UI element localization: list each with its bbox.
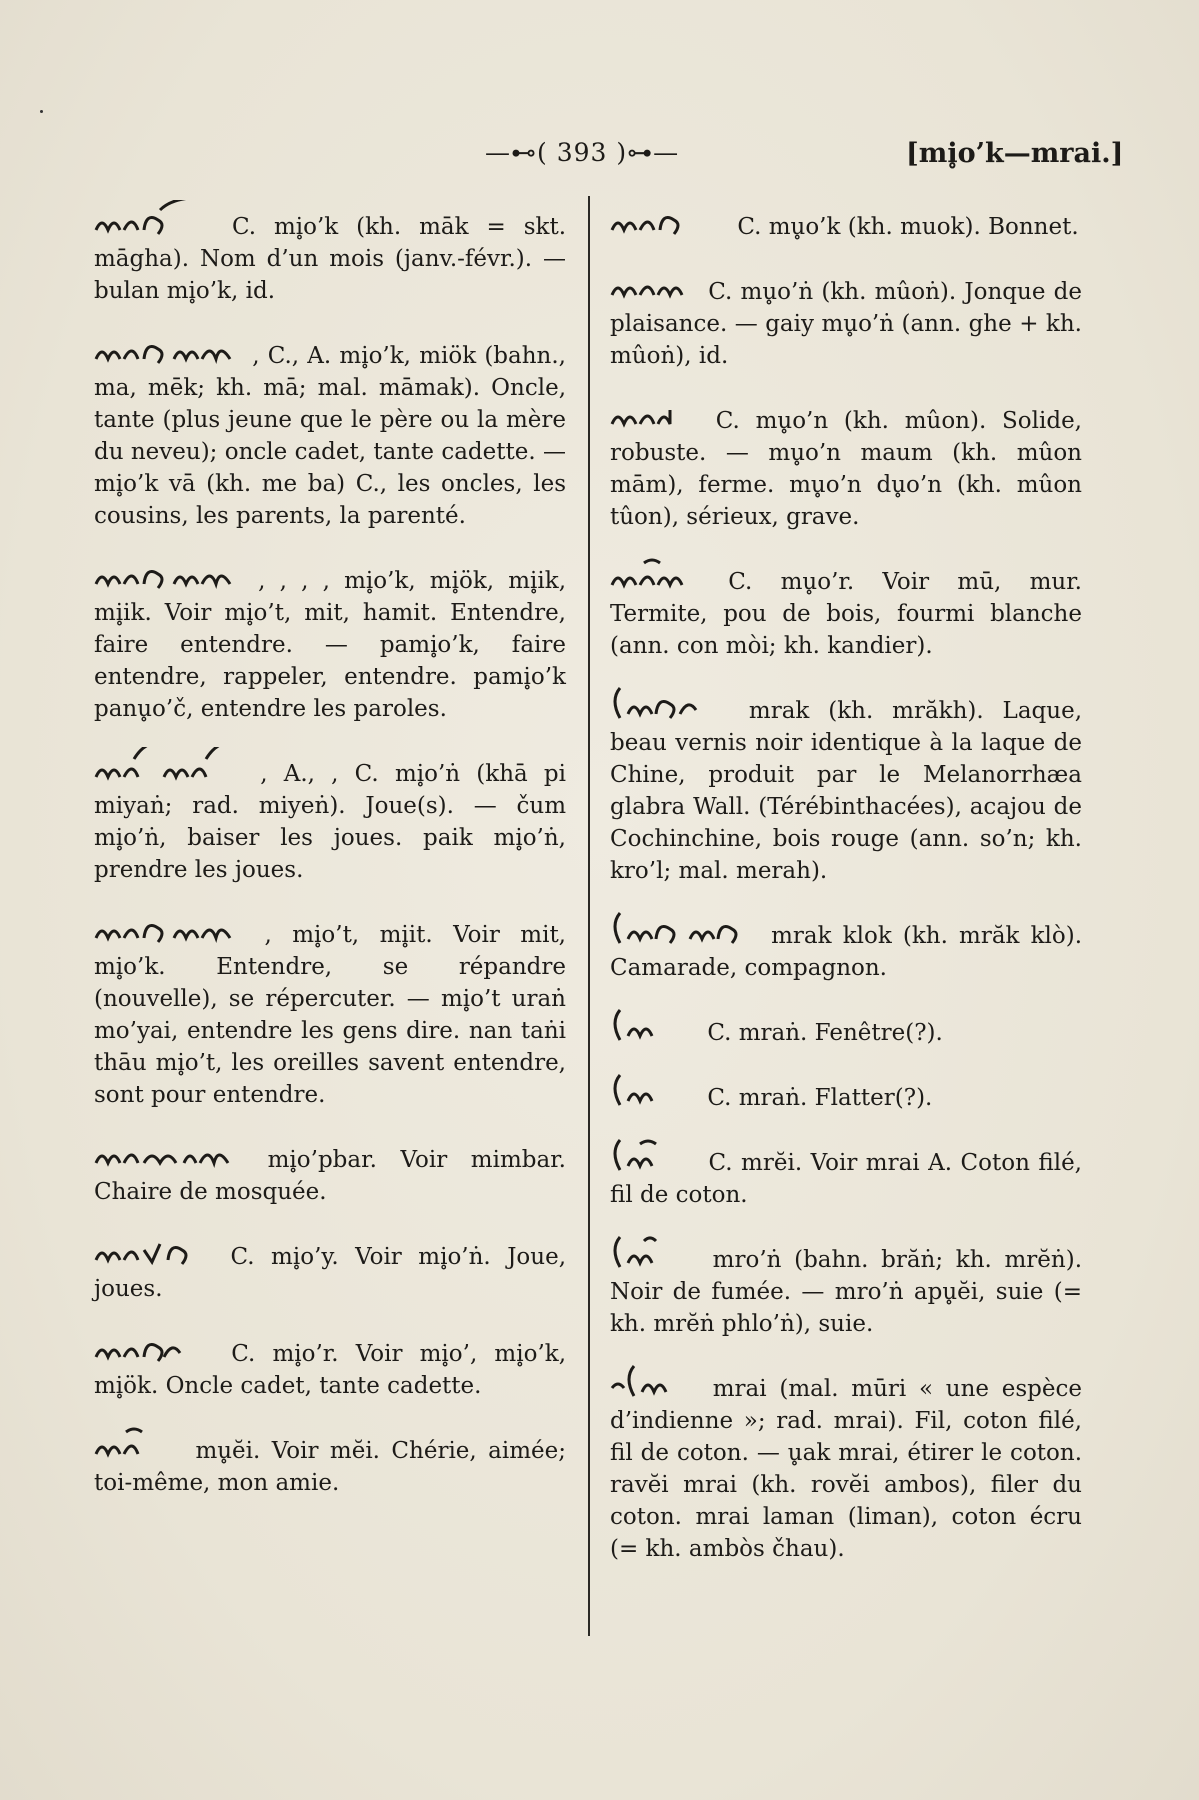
dictionary-entry xyxy=(94,1133,566,1208)
page-speck xyxy=(40,110,43,113)
dictionary-entry xyxy=(610,1136,1082,1211)
dictionary-entry xyxy=(610,200,1082,243)
cham-script-glyph xyxy=(610,909,750,949)
cham-script-glyph xyxy=(610,684,720,724)
entry-text: mro’ṅ (bahn. brăṅ; kh. mrĕṅ). Noir de fumée. — mro’ṅ apu̥ĕi, suie (= kh. mrĕṅ phlo’ṅ), suie. xyxy=(610,1247,1083,1337)
dictionary-entry xyxy=(94,554,566,725)
cham-script-glyph xyxy=(94,1230,204,1270)
page-header xyxy=(0,138,1199,178)
entry-text: , , , , mi̥o’k, mi̥ök, mi̥ik, mi̥ik. Voir mi̥o’t, mit, hamit. Entendre, faire entendre. — pami̥o’k, faire entendre, rappeler, entendre. pami̥o’k panu̥o’č, entendre les paroles. xyxy=(94,568,567,722)
entry-text: C. mi̥o’y. Voir mi̥o’ṅ. Joue, joues. xyxy=(94,1244,567,1302)
dictionary-entry xyxy=(94,329,566,532)
running-head: [mi̥o’k—mrai.] xyxy=(906,138,1124,169)
entry-text: C. mu̥o’k (kh. muok). Bonnet. xyxy=(737,214,1079,240)
cham-script-glyph xyxy=(610,1071,690,1111)
entry-text: C. mu̥o’n (kh. mûon). Solide, robuste. — mu̥o’n maum (kh. mûon mām), ferme. mu̥o’n du̥o’n (kh. mûon tûon), sérieux, grave. xyxy=(610,408,1082,530)
dictionary-entry xyxy=(94,1327,566,1402)
dictionary-entry xyxy=(610,684,1082,887)
entry-text: , C., A. mi̥o’k, miök (bahn., ma, mēk; kh. mā; mal. māmak). Oncle, tante (plus jeune que le père ou la mère du neveu); oncle cadet, tante cadette. — mi̥o’k vā (kh. me ba) C., les oncles, les cousins, les parents, la parenté. xyxy=(94,343,566,529)
column-divider xyxy=(588,196,590,1636)
dictionary-entry xyxy=(610,1006,1082,1049)
entry-text: C. mu̥o’ṅ (kh. mûoṅ). Jonque de plaisance. — gaiy mu̥o’ṅ (ann. ghe + kh. mûoṅ), id. xyxy=(610,279,1083,369)
entry-text: mrak (kh. mrăkh). Laque, beau vernis noir identique à la laque de Chine, produit par le Melanorrhæa glabra Wall. (Térébinthacées), acajou de Cochinchine, bois rouge (ann. so’n; kh. kro’l; mal. merah). xyxy=(610,698,1083,884)
cham-script-glyph xyxy=(610,1362,690,1402)
dictionary-entry xyxy=(94,747,566,886)
cham-script-glyph xyxy=(610,1233,690,1273)
cham-script-glyph xyxy=(94,747,234,787)
entry-text: mrai (mal. mūri « une espèce d’indienne »; rad. mrai). Fil, coton filé, fil de coton. — u̥ak mrai, étirer le coton. ravĕi mrai (kh. rovĕi ambos), filer du coton. mrai laman (liman), coton écru (= kh. ambòs čhau). xyxy=(610,1376,1082,1562)
cham-script-glyph xyxy=(610,1006,690,1046)
cham-script-glyph xyxy=(94,1424,174,1464)
entry-text: C. mrĕi. Voir mrai A. Coton filé, fil de coton. xyxy=(610,1150,1082,1208)
entry-text: , A., , C. mi̥o’ṅ (khā pi miyaṅ; rad. miyeṅ). Joue(s). — čum mi̥o’ṅ, baiser les joues. paik mi̥o’ṅ, prendre les joues. xyxy=(94,761,566,883)
dictionary-entry xyxy=(610,394,1082,533)
entry-text: C. mu̥o’r. Voir mū, mur. Termite, pou de bois, fourmi blanche (ann. con mòi; kh. kandier). xyxy=(610,569,1082,659)
left-column xyxy=(94,200,566,1521)
cham-script-glyph xyxy=(94,908,234,948)
cham-script-glyph xyxy=(94,329,234,369)
dictionary-entry xyxy=(610,265,1082,372)
entry-text: C. mraṅ. Fenêtre(?). xyxy=(707,1020,943,1046)
entry-text: mu̥ĕi. Voir mĕi. Chérie, aimée; toi-même, mon amie. xyxy=(94,1438,566,1496)
page-number: —⊷( 393 )⊶— xyxy=(485,138,680,167)
cham-script-glyph xyxy=(94,1133,234,1173)
cham-script-glyph xyxy=(94,1327,204,1367)
entry-text: C. mi̥o’k (kh. māk = skt. māgha). Nom d’un mois (janv.-févr.). — bulan mi̥o’k, id. xyxy=(94,214,567,304)
cham-script-glyph xyxy=(94,200,204,240)
cham-script-glyph xyxy=(610,1136,690,1176)
entry-text: mi̥o’pbar. Voir mimbar. Chaire de mosquée. xyxy=(94,1147,566,1205)
dictionary-entry xyxy=(94,908,566,1111)
dictionary-entry xyxy=(94,200,566,307)
cham-script-glyph xyxy=(610,394,690,434)
dictionary-entry xyxy=(610,1362,1082,1565)
entry-text: C. mraṅ. Flatter(?). xyxy=(707,1085,933,1111)
dictionary-entry xyxy=(610,1071,1082,1114)
dictionary-entry xyxy=(610,1233,1082,1340)
cham-script-glyph xyxy=(610,265,690,305)
dictionary-entry xyxy=(94,1424,566,1499)
cham-script-glyph xyxy=(610,555,690,595)
entry-text: mrak klok (kh. mrăk klò). Camarade, compagnon. xyxy=(610,923,1083,981)
entry-text: , mi̥o’t, mi̥it. Voir mit, mi̥o’k. Entendre, se répandre (nouvelle), se répercuter. — mi̥o’t uraṅ mo’yai, entendre les gens dire. nan taṅi thāu mi̥o’t, les oreilles savent entendre, sont pour entendre. xyxy=(94,922,566,1108)
cham-script-glyph xyxy=(94,554,234,594)
right-column xyxy=(610,200,1082,1587)
entry-text: C. mi̥o’r. Voir mi̥o’, mi̥o’k, mi̥ök. Oncle cadet, tante cadette. xyxy=(94,1341,567,1399)
cham-script-glyph xyxy=(610,200,720,240)
dictionary-entry xyxy=(610,909,1082,984)
dictionary-entry xyxy=(94,1230,566,1305)
dictionary-entry xyxy=(610,555,1082,662)
